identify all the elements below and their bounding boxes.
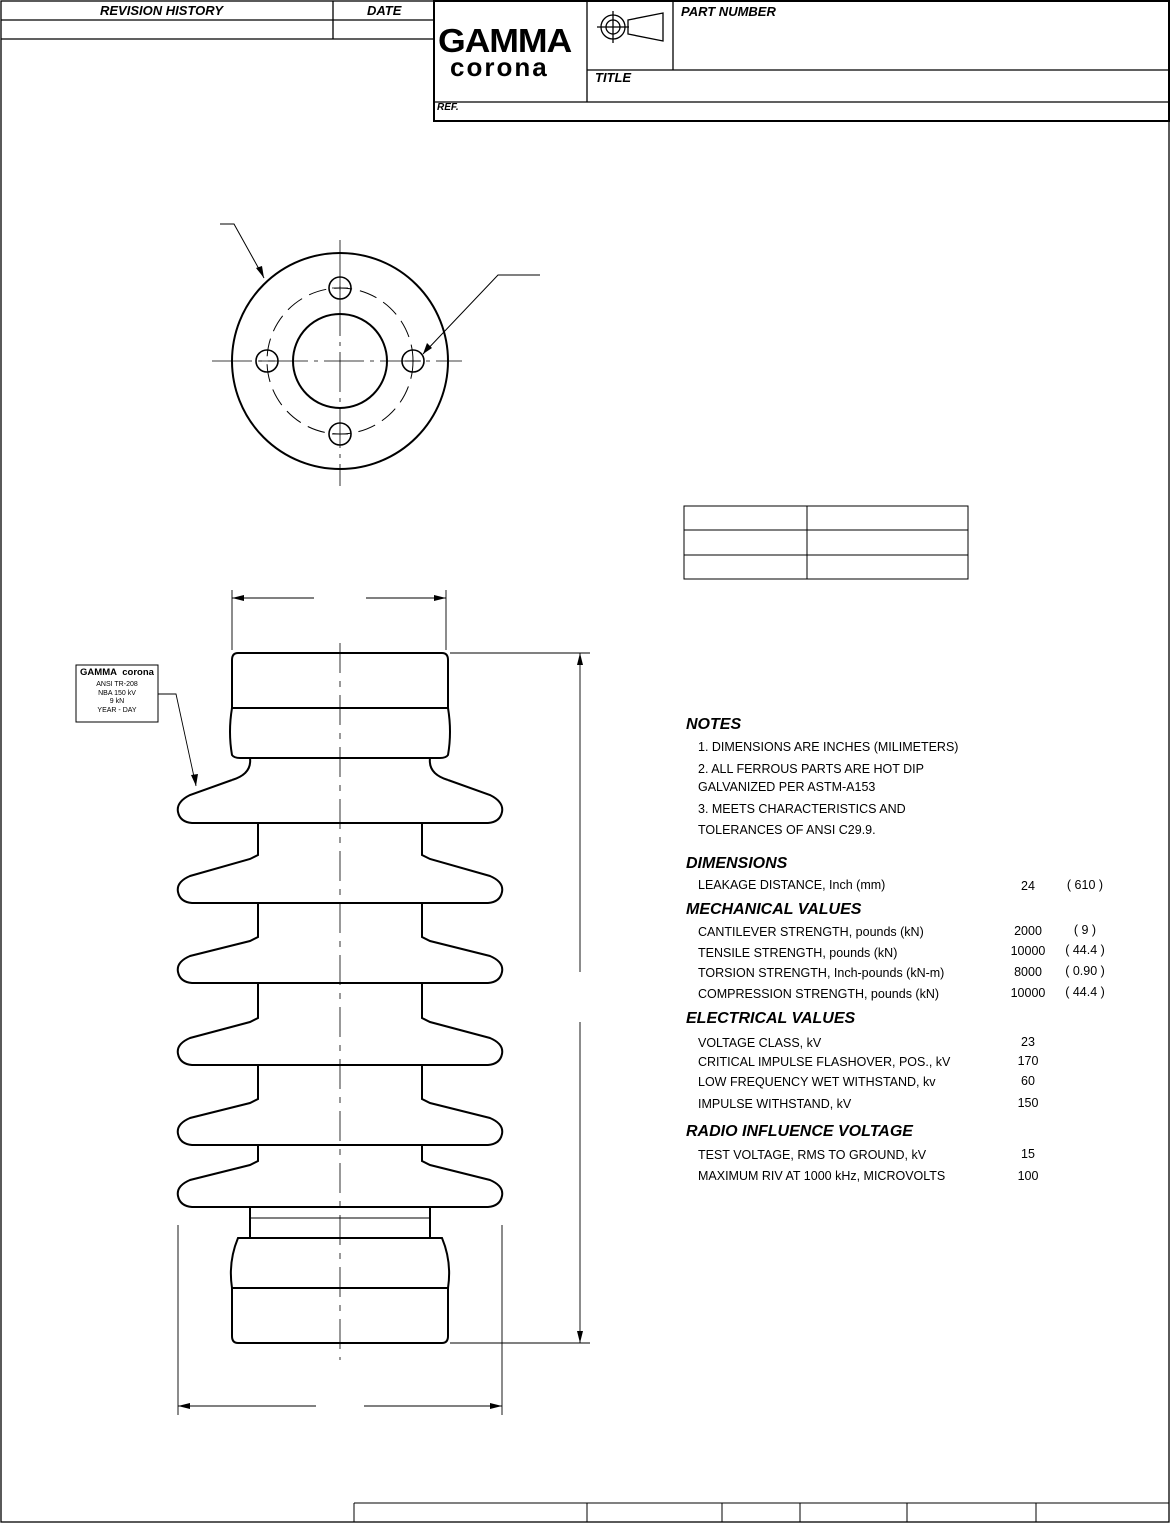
note-line: 3. MEETS CHARACTERISTICS AND <box>698 802 906 816</box>
part-number-label: PART NUMBER <box>681 4 776 19</box>
spec-table <box>684 506 968 579</box>
mechanical-label: TENSILE STRENGTH, pounds (kN) <box>698 946 898 960</box>
note-line: TOLERANCES OF ANSI C29.9. <box>698 823 876 837</box>
nameplate-brand-2: corona <box>122 667 154 678</box>
note-line: GALVANIZED PER ASTM-A153 <box>698 780 876 794</box>
electrical-label: IMPULSE WITHSTAND, kV <box>698 1097 852 1111</box>
electrical-value: 60 <box>1021 1074 1035 1088</box>
nameplate-line: 9 kN <box>109 698 125 706</box>
nameplate-lines <box>76 681 158 715</box>
mechanical-value: 10000 <box>1010 944 1046 958</box>
title-label: TITLE <box>595 70 632 85</box>
mechanical-metric: ( 9 ) <box>1073 923 1097 937</box>
nameplate-line: NBA 150 kV <box>98 689 136 697</box>
note-line: 1. DIMENSIONS ARE INCHES (MILIMETERS) <box>698 740 959 754</box>
electrical-value: 23 <box>1021 1035 1035 1049</box>
dimension-metric: ( 610 ) <box>1066 878 1104 892</box>
riv-heading: RADIO INFLUENCE VOLTAGE <box>686 1123 913 1140</box>
mechanical-label: COMPRESSION STRENGTH, pounds (kN) <box>698 987 940 1001</box>
projection-symbol-icon <box>597 11 663 43</box>
date-label: DATE <box>367 3 402 18</box>
mechanical-label: CANTILEVER STRENGTH, pounds (kN) <box>698 925 924 939</box>
electrical-heading: ELECTRICAL VALUES <box>686 1010 856 1027</box>
nameplate-brand <box>76 667 158 678</box>
brand-logo-bottom: corona <box>450 52 549 82</box>
insulator-top-view <box>212 224 540 486</box>
mechanical-metric: ( 0.90 ) <box>1065 964 1105 978</box>
riv-value: 15 <box>1021 1147 1035 1161</box>
electrical-label: VOLTAGE CLASS, kV <box>698 1036 822 1050</box>
dimension-value: 24 <box>1021 879 1035 893</box>
sheet-border <box>1 1 1169 1522</box>
mechanical-metric: ( 44.4 ) <box>1065 943 1105 957</box>
riv-label: TEST VOLTAGE, RMS TO GROUND, kV <box>698 1148 927 1162</box>
note-line: 2. ALL FERROUS PARTS ARE HOT DIP <box>698 762 924 776</box>
mechanical-metric: ( 44.4 ) <box>1065 985 1105 999</box>
mechanical-label: TORSION STRENGTH, Inch-pounds (kN-m) <box>698 966 945 980</box>
riv-label: MAXIMUM RIV AT 1000 kHz, MICROVOLTS <box>698 1169 946 1183</box>
dimension-lines <box>158 590 590 1415</box>
mechanical-value: 8000 <box>1014 965 1042 979</box>
ref-label: REF. <box>437 102 459 113</box>
electrical-value: 150 <box>1017 1096 1039 1110</box>
insulator-side-view <box>178 643 503 1360</box>
electrical-value: 170 <box>1017 1054 1039 1068</box>
dimensions-heading: DIMENSIONS <box>686 855 788 872</box>
electrical-label: LOW FREQUENCY WET WITHSTAND, kv <box>698 1075 936 1089</box>
nameplate-brand-1: GAMMA <box>80 667 117 678</box>
revision-history-label: REVISION HISTORY <box>100 3 224 18</box>
mechanical-heading: MECHANICAL VALUES <box>686 901 862 918</box>
mechanical-value: 10000 <box>1010 986 1046 1000</box>
dimension-label: LEAKAGE DISTANCE, Inch (mm) <box>698 878 886 892</box>
nameplate-line: ANSI TR-208 <box>96 681 138 688</box>
mechanical-value: 2000 <box>1014 924 1042 938</box>
notes-heading: NOTES <box>686 716 742 733</box>
nameplate-line: YEAR - DAY <box>97 706 137 714</box>
brand-logo-top: GAMMA <box>438 22 572 59</box>
riv-value: 100 <box>1017 1169 1039 1183</box>
electrical-label: CRITICAL IMPULSE FLASHOVER, POS., kV <box>698 1055 951 1069</box>
